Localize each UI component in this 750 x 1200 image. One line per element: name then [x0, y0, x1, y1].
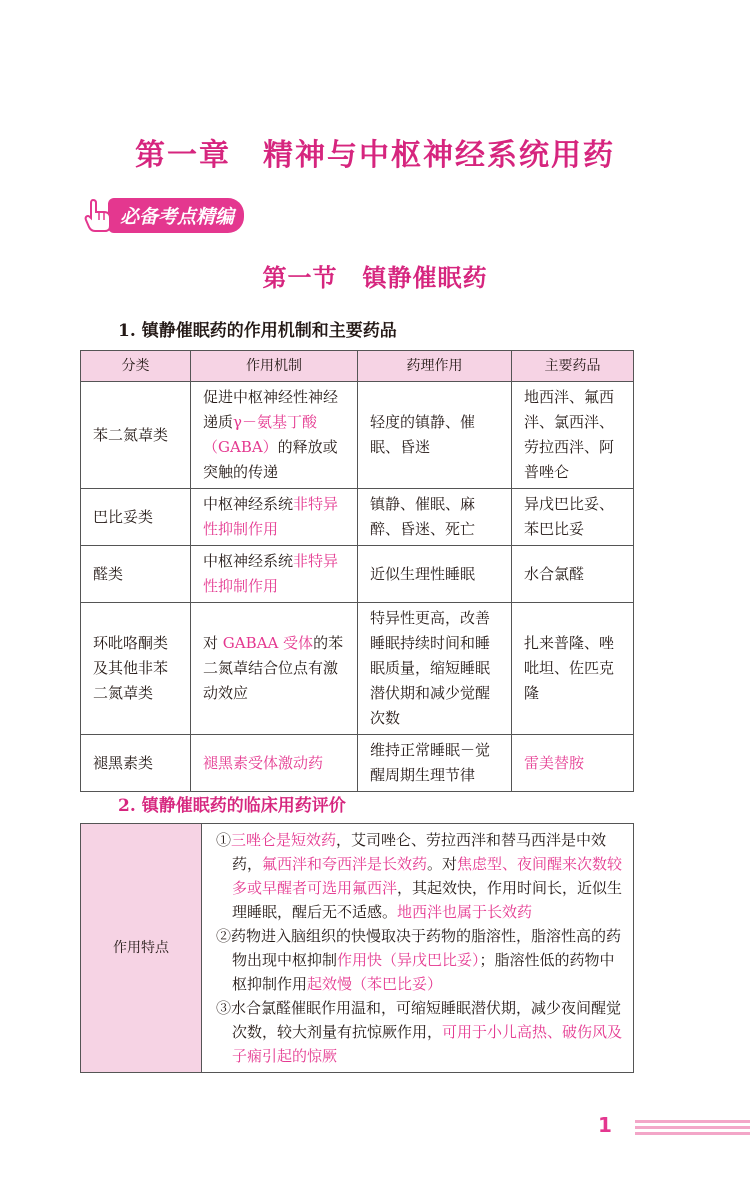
- cell-drugs: 地西泮、氟西泮、氯西泮、劳拉西泮、阿普唑仑: [512, 382, 634, 489]
- feature-item: [216, 828, 623, 924]
- highlight-text: 焦虑型、夜间醒来次数较多或早醒者可选用氟西泮: [232, 855, 623, 897]
- cell-drugs: 异戊巴比妥、苯巴比妥: [512, 489, 634, 546]
- table-row: [81, 824, 634, 1073]
- cell-mechanism: [191, 603, 358, 735]
- body-text: 药物进入脑组织的快慢取决于药物的脂溶性，脂溶性高的药物出现中枢抑制: [231, 927, 622, 969]
- body-text: 水合氯醛催眠作用温和，可缩短睡眠潜伏期，减少夜间醒觉次数，较大剂量有抗惊厥作用，: [231, 999, 622, 1041]
- mechanism-highlight: 褪黑素受体激动药: [203, 753, 324, 772]
- section-badge: [84, 200, 244, 230]
- item-marker: ②: [216, 927, 232, 945]
- body-text: ；脂溶性低的药物中枢抑制作用: [232, 951, 615, 993]
- body-text: ，艾司唑仑、劳拉西泮和替马西泮是中效药，: [232, 831, 607, 873]
- feature-item: [216, 924, 623, 996]
- feature-label: 作用特点: [81, 824, 202, 1073]
- mechanism-text: 促进中枢神经性神经递质: [203, 388, 339, 431]
- highlight-text: 起效慢（苯巴比妥）: [307, 975, 443, 993]
- cell-drugs: 扎来普隆、唑吡坦、佐匹克隆: [512, 603, 634, 735]
- highlight-text: 三唑仑是短效药: [231, 831, 337, 849]
- highlight-text: 氟西泮和夸西泮是长效药: [262, 855, 428, 873]
- cell-pharmacology: 特异性更高，改善睡眠持续时间和睡眠质量，缩短睡眠潜伏期和减少觉醒次数: [358, 603, 512, 735]
- mechanism-highlight: 非特异性抑制作用: [203, 495, 339, 538]
- cell-category: 醛类: [81, 546, 191, 603]
- item-marker: ③: [216, 999, 232, 1017]
- heading-number: 1.: [118, 321, 136, 341]
- pointing-hand-icon: [84, 198, 112, 232]
- cell-mechanism: [191, 546, 358, 603]
- heading-number: 2.: [118, 796, 136, 816]
- table-header-row: [81, 351, 634, 382]
- feature-item: [216, 996, 623, 1068]
- cell-category: 褪黑素类: [81, 735, 191, 792]
- table-row: [81, 735, 634, 792]
- mechanism-text: 的苯二氮䓬结合位点有激动效应: [203, 634, 344, 702]
- table-row: [81, 382, 634, 489]
- feature-body: [202, 824, 634, 1073]
- cell-mechanism: [191, 735, 358, 792]
- section-title: 第一节 镇静催眠药: [262, 264, 488, 292]
- header-mechanism: 作用机制: [191, 351, 358, 382]
- item-marker: ①: [216, 831, 232, 849]
- badge-label: 必备考点精编: [108, 198, 244, 233]
- mechanism-highlight: γ－氨基丁酸（GABA）: [203, 413, 317, 456]
- cell-drugs: 雷美替胺: [512, 735, 634, 792]
- header-drugs: 主要药品: [512, 351, 634, 382]
- evaluation-table: [80, 823, 634, 1073]
- mechanism-text: 中枢神经系统: [203, 552, 294, 570]
- mechanism-text: 的释放或突触的传递: [203, 438, 338, 481]
- mechanism-text: 对: [203, 634, 223, 652]
- mechanism-highlight: GABAA 受体: [222, 634, 314, 652]
- cell-mechanism: [191, 382, 358, 489]
- heading-mechanism: [118, 316, 397, 341]
- cell-pharmacology: 维持正常睡眠－觉醒周期生理节律: [358, 735, 512, 792]
- cell-pharmacology: 轻度的镇静、催眠、昏迷: [358, 382, 512, 489]
- header-pharmacology: 药理作用: [358, 351, 512, 382]
- table-row: [81, 603, 634, 735]
- body-text: 。对: [427, 855, 458, 873]
- highlight-text: 地西泮也属于长效药: [397, 903, 533, 921]
- cell-pharmacology: 近似生理性睡眠: [358, 546, 512, 603]
- mechanism-highlight: 非特异性抑制作用: [203, 552, 339, 595]
- cell-pharmacology: 镇静、催眠、麻醉、昏迷、死亡: [358, 489, 512, 546]
- cell-category: 苯二氮䓬类: [81, 382, 191, 489]
- page-rule-line: [635, 1120, 750, 1123]
- page-number: 1: [598, 1113, 612, 1137]
- cell-category: 巴比妥类: [81, 489, 191, 546]
- table-row: [81, 546, 634, 603]
- cell-drugs: 水合氯醛: [512, 546, 634, 603]
- page-rule-line: [635, 1132, 750, 1135]
- heading-evaluation: [118, 791, 346, 816]
- highlight-text: 作用快（异戊巴比妥）: [337, 951, 480, 969]
- cell-category: 环吡咯酮类及其他非苯二氮䓬类: [81, 603, 191, 735]
- heading-text: 镇静催眠药的作用机制和主要药品: [141, 321, 397, 341]
- mechanism-text: 中枢神经系统: [203, 495, 294, 513]
- chapter-title: 第一章 精神与中枢神经系统用药: [135, 138, 615, 173]
- header-category: 分类: [81, 351, 191, 382]
- cell-mechanism: [191, 489, 358, 546]
- highlight-text: 可用于小儿高热、破伤风及子痫引起的惊厥: [232, 1023, 623, 1065]
- page-rule-line: [635, 1126, 750, 1129]
- mechanism-table: [80, 350, 634, 792]
- body-text: ，其起效快，作用时间长，近似生理睡眠，醒后无不适感。: [232, 879, 623, 921]
- heading-text: 镇静催眠药的临床用药评价: [141, 796, 346, 816]
- table-row: [81, 489, 634, 546]
